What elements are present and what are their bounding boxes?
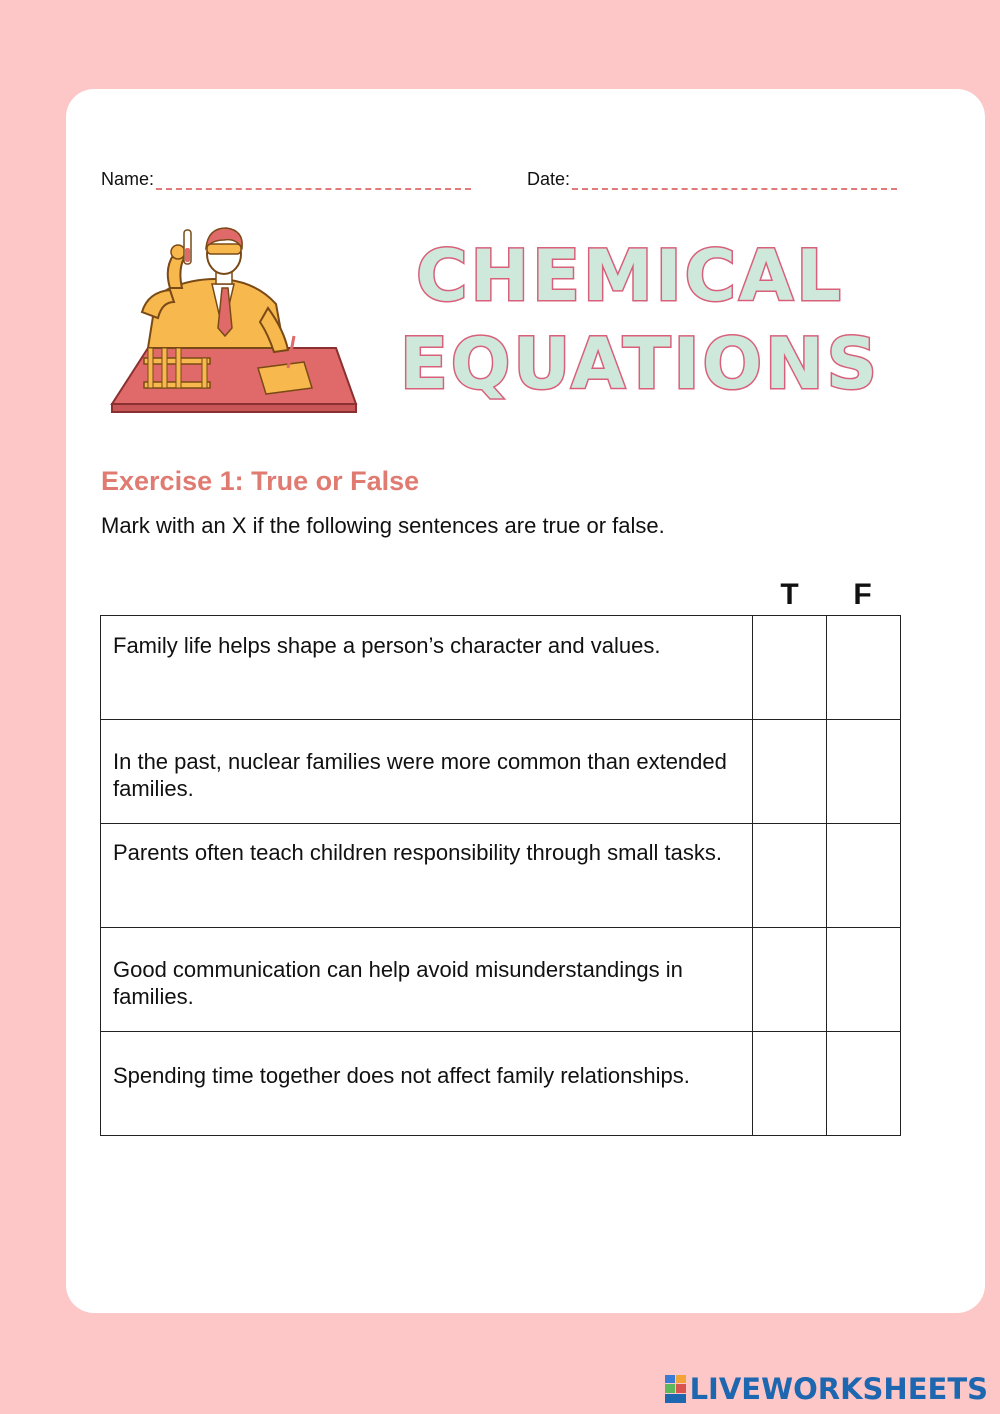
- false-answer-box[interactable]: [827, 616, 901, 720]
- true-answer-box[interactable]: [753, 824, 827, 928]
- liveworksheets-brand: [665, 1372, 988, 1406]
- false-answer-box[interactable]: [827, 928, 901, 1032]
- column-false-header: F: [853, 578, 872, 611]
- name-input-line[interactable]: [156, 166, 471, 190]
- exercise-title: Exercise 1: True or False: [101, 466, 420, 496]
- worksheet-title: [400, 232, 881, 408]
- date-field: [527, 164, 897, 190]
- table-row: [101, 720, 901, 824]
- true-answer-box[interactable]: [753, 616, 827, 720]
- table-row: [101, 928, 901, 1032]
- statement-text: Parents often teach children responsibility through small tasks.: [101, 824, 753, 928]
- statement-text: Good communication can help avoid misunderstandings in families.: [101, 928, 753, 1032]
- table-row: [101, 1032, 901, 1136]
- column-true-header: T: [780, 578, 799, 611]
- scientist-illustration: [108, 218, 364, 418]
- false-answer-box[interactable]: [827, 1032, 901, 1136]
- name-label: Name:: [101, 169, 155, 189]
- table-row: [101, 616, 901, 720]
- statement-text: Family life helps shape a person’s character and values.: [101, 616, 753, 720]
- statement-text: Spending time together does not affect family relationships.: [101, 1032, 753, 1136]
- name-field: [101, 164, 471, 190]
- title-line-1: CHEMICAL: [416, 235, 844, 317]
- statement-text: In the past, nuclear families were more common than extended families.: [101, 720, 753, 824]
- date-input-line[interactable]: [572, 166, 897, 190]
- exercise-instructions: Mark with an X if the following sentences are true or false.: [101, 513, 665, 538]
- true-false-table: [100, 615, 901, 1136]
- date-label: Date:: [527, 169, 571, 189]
- title-line-2: EQUATIONS: [400, 323, 881, 405]
- true-answer-box[interactable]: [753, 720, 827, 824]
- brand-text: LIVEWORKSHEETS: [689, 1372, 988, 1406]
- true-answer-box[interactable]: [753, 928, 827, 1032]
- true-answer-box[interactable]: [753, 1032, 827, 1136]
- liveworksheets-logo-icon: [665, 1375, 687, 1403]
- false-answer-box[interactable]: [827, 720, 901, 824]
- table-row: [101, 824, 901, 928]
- false-answer-box[interactable]: [827, 824, 901, 928]
